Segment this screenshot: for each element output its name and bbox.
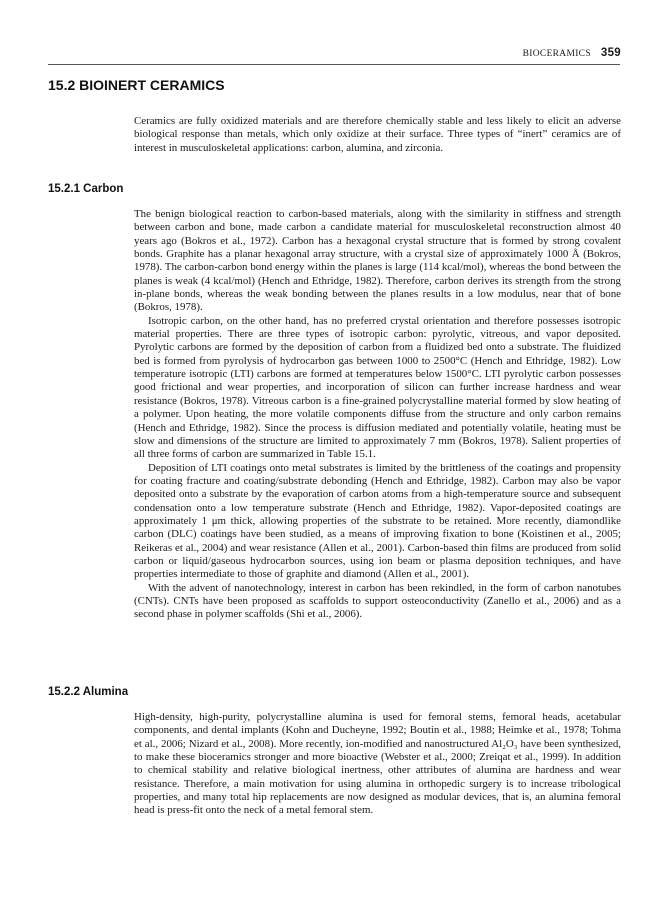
carbon-text-block: [134, 208, 621, 622]
page-number: 359: [600, 47, 621, 59]
header-rule: [48, 64, 620, 65]
carbon-paragraph-3: Deposition of LTI coatings onto metal substrates is limited by the brittleness of the coatings and propensity for coating fracture and coating/substrate debonding (Hench and Ethridge, 1982). Carbon may also be vapor deposited onto a substrate by the evaporation of carbon atoms from a high-temperature source and subsequent condensation onto a low temperature substrate (Hench and Ethridge, 1982). Vapor-deposited coatings are approximately 1 μm thick, allowing properties of the substrate to be retained. More recently, diamondlike carbon (DLC) coatings have been studied, as a means of improving fixation to bone (Koistinen et al., 2005; Reikeras et al., 2004) and wear resistance (Allen et al., 2001). Carbon-based thin films are produced from solid carbon or liquid/gaseous hydrocarbon sources, using ion beam or plasma deposition techniques, and have properties intermediate to those of graphite and diamond (Allen et al., 2001).: [134, 461, 621, 581]
intro-block: [134, 115, 621, 155]
running-title: BIOCERAMICS: [522, 49, 591, 59]
running-header: [523, 47, 621, 59]
carbon-paragraph-4: With the advent of nanotechnology, interest in carbon has been rekindled, in the form of carbon nanotubes (CNTs). CNTs have been proposed as scaffolds to support osteoconductivity (Zanello et al., 2006) and as a second phase in polymer scaffolds (Shi et al., 2006).: [134, 581, 621, 621]
subsection-heading-carbon: 15.2.1 Carbon: [48, 183, 124, 195]
subsection-heading-alumina: 15.2.2 Alumina: [48, 686, 129, 698]
carbon-paragraph-2: Isotropic carbon, on the other hand, has no preferred crystal orientation and therefore possesses isotropic material properties. There are three types of isotropic carbon: pyrolytic, vitreous, and vapor deposited. Pyrolytic carbons are formed by the deposition of carbon from a fluidized bed onto a substrate. The fluidized bed is formed from pyrolysis of hydrocarbon gas between 1000 to 2500°C (Hench and Ethridge, 1982). Low temperature isotropic (LTI) carbons are formed at temperatures below 1500°C. LTI pyrolytic carbon possesses good frictional and wear properties, and incorporation of silicon can further increase hardness and wear resistance (Bokros, 1978). Vitreous carbon is a fine-grained polycrystalline material formed by slow heating of a polymer. Upon heating, the more volatile components diffuse from the structure and only carbon remains (Hench and Ethridge, 1982). Since the process is diffusion mediated and potentially volatile, heating must be slow and dimensions of the structure are limited to approximately 7 mm (Bokros, 1978). Salient properties of all three forms of carbon are summarized in Table 15.1.: [134, 314, 621, 461]
carbon-paragraph-1: The benign biological reaction to carbon-based materials, along with the similarity in stiffness and strength between carbon and bone, made carbon a candidate material for musculoskeletal reconstruction almost 40 years ago (Bokros et al., 1972). Carbon has a hexagonal crystal structure that is formed by strong covalent bonds. Graphite has a planar hexagonal array structure, with a crystal size of approximately 1000 Å (Bokros, 1978). The carbon-carbon bond energy within the planes is large (114 kcal/mol), whereas the bond between the planes is weak (4 kcal/mol) (Hench and Ethridge, 1982). Therefore, carbon derives its strength from the strong in-plane bonds, whereas the weak bonding between the planes results in a low modulus, near that of bone (Bokros, 1978).: [134, 208, 621, 314]
intro-paragraph: Ceramics are fully oxidized materials and are therefore chemically stable and less likely to elicit an adverse biological response than metals, which only oxidize at their surface. Three types of “inert” ceramics are of interest in musculoskeletal applications: carbon, alumina, and zirconia.: [134, 115, 621, 154]
section-heading-bioinert-ceramics: 15.2 BIOINERT CERAMICS: [48, 77, 225, 93]
alumina-text-block: [134, 711, 621, 818]
alumina-paragraph-1: High-density, high-purity, polycrystalline alumina is used for femoral stems, femoral heads, acetabular components, and dental implants (Kohn and Ducheyne, 1992; Boutin et al., 1988; Heimke et al., 1978; Tohma et al., 2006; Nizard et al., 2008). More recently, ion-modified and nanostructured Al₂O₃ have been synthesized, to make these bioceramics stronger and more bioactive (Webster et al., 2000; Zreiqat et al., 1999). In addition to chemical stability and relative biological inertness, other attributes of alumina are hardness and wear resistance. Therefore, a main motivation for using alumina in orthopedic surgery is to increase tribological properties, and many total hip replacements are now designed as modular devices, that is, an alumina femoral head is press-fit onto the neck of a metal femoral stem.: [134, 711, 621, 817]
